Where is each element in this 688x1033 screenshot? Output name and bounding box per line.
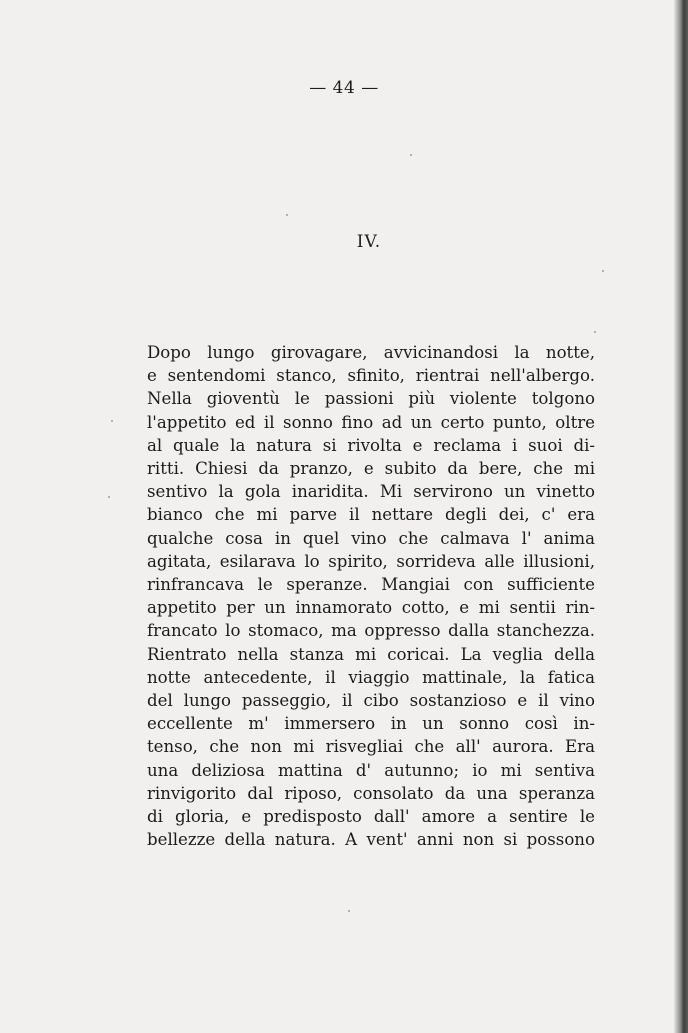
text-line: eccellente m' immersero in un sonno così in- bbox=[147, 714, 595, 734]
text-line: rinfrancava le speranze. Mangiai con sufficiente bbox=[147, 575, 595, 595]
text-line: una deliziosa mattina d' autunno; io mi sentiva bbox=[147, 760, 595, 780]
paper-speck bbox=[111, 420, 113, 422]
text-line: bianco che mi parve il nettare degli dei, c' era bbox=[147, 505, 595, 525]
page-edge-shadow bbox=[674, 0, 688, 1033]
text-line: tenso, che non mi risvegliai che all' aurora. Era bbox=[147, 737, 595, 757]
text-line: notte antecedente, il viaggio mattinale, la fatica bbox=[147, 667, 595, 687]
paper-speck bbox=[594, 331, 596, 333]
paper-speck bbox=[410, 154, 412, 156]
text-line: l'appetito ed il sonno fino ad un certo punto, oltre bbox=[147, 412, 595, 432]
paper-speck bbox=[108, 496, 110, 498]
text-line: agitata, esilarava lo spirito, sorrideva alle illusioni, bbox=[147, 551, 595, 571]
paper-speck bbox=[286, 214, 288, 216]
chapter-heading: IV. bbox=[356, 232, 382, 252]
text-line: francato lo stomaco, ma oppresso dalla stanchezza. bbox=[147, 621, 595, 641]
text-line: del lungo passeggio, il cibo sostanzioso e il vino bbox=[147, 691, 595, 711]
text-line: di gloria, e predisposto dall' amore a sentire le bbox=[147, 807, 595, 827]
paper-speck bbox=[348, 910, 350, 912]
text-line: rinvigorito dal riposo, consolato da una speranza bbox=[147, 783, 595, 803]
text-line: e sentendomi stanco, sfinito, rientrai nell'albergo. bbox=[147, 366, 595, 386]
paper-speck bbox=[602, 270, 604, 272]
text-line: appetito per un innamorato cotto, e mi sentii rin- bbox=[147, 598, 595, 618]
text-line: ritti. Chiesi da pranzo, e subito da bere, che mi bbox=[147, 459, 595, 479]
body-text bbox=[147, 341, 595, 851]
text-line: Dopo lungo girovagare, avvicinandosi la notte, bbox=[147, 343, 595, 362]
text-line: bellezze della natura. A vent' anni non si possono bbox=[147, 830, 595, 850]
page-number: — 44 — bbox=[309, 78, 379, 98]
text-line: al quale la natura si rivolta e reclama i suoi di- bbox=[147, 435, 595, 455]
text-line: Nella gioventù le passioni più violente tolgono bbox=[147, 389, 595, 409]
text-line: qualche cosa in quel vino che calmava l' anima bbox=[147, 528, 595, 548]
text-line: sentivo la gola inaridita. Mi servirono un vinetto bbox=[147, 482, 595, 502]
text-line: Rientrato nella stanza mi coricai. La veglia della bbox=[147, 644, 595, 664]
